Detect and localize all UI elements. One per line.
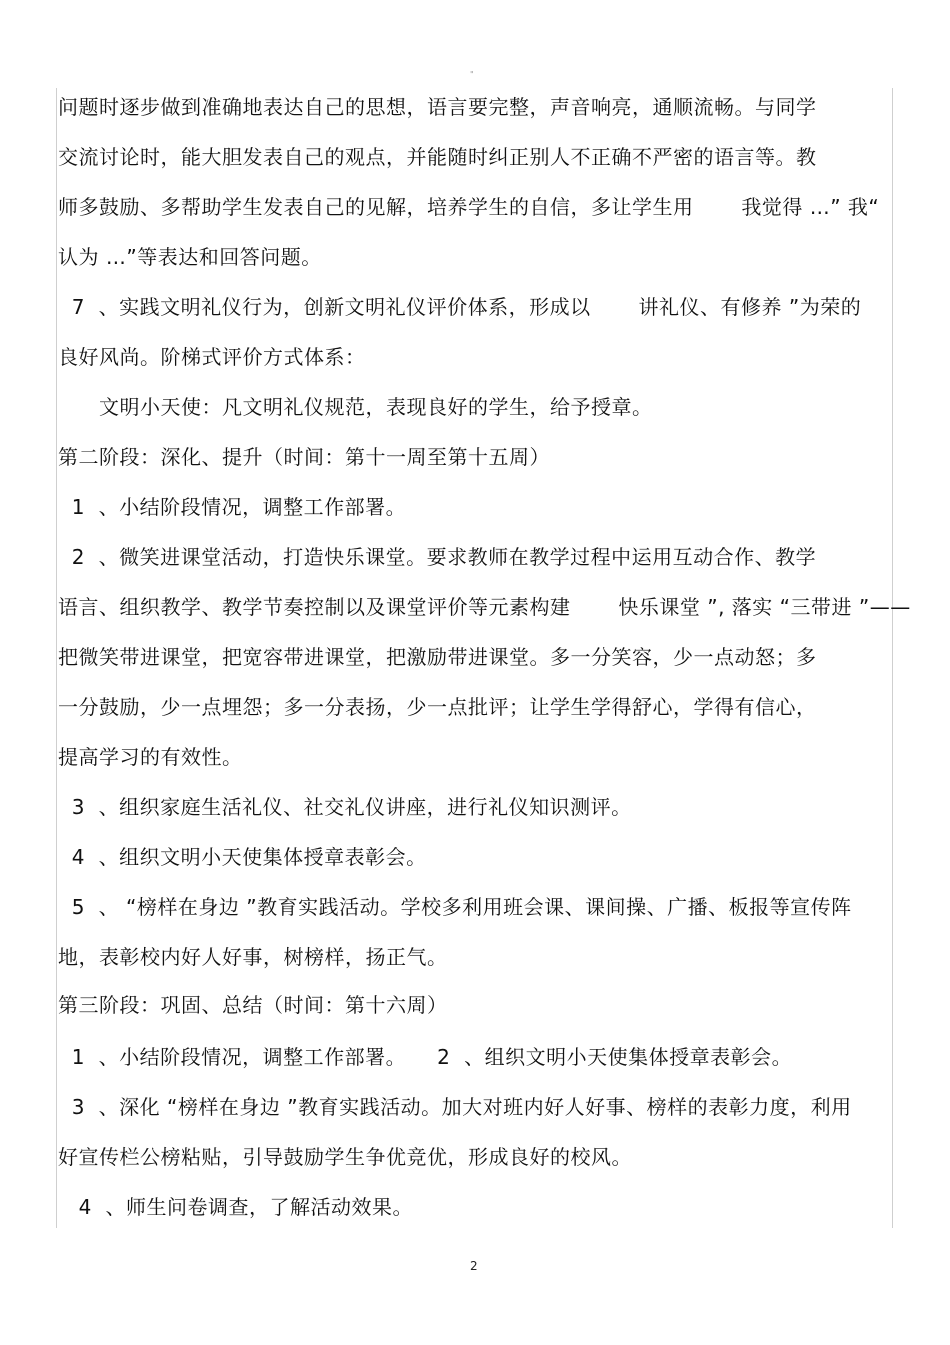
text-line: 1 、小结阶段情况，调整工作部署。 2 、组织文明小天使集体授章表彰会。	[58, 1045, 793, 1069]
text-line: 5 、 “榜样在身边 ”教育实践活动。学校多利用班会课、课间操、广播、板报等宣传阵	[58, 895, 852, 919]
header-mark: "	[470, 70, 474, 79]
text-line: 地，表彰校内好人好事，树榜样，扬正气。	[58, 945, 448, 969]
text-line: 师多鼓励、多帮助学生发表自己的见解，培养学生的自信，多让学生用 我觉得 …” 我“	[58, 195, 880, 219]
page-border-left	[56, 88, 57, 1228]
page-border-right	[892, 88, 893, 1228]
text-line: 交流讨论时，能大胆发表自己的观点，并能随时纠正别人不正确不严密的语言等。教	[58, 145, 817, 169]
text-line: 4 、组织文明小天使集体授章表彰会。	[58, 845, 427, 869]
text-line: 4 、师生问卷调查，了解活动效果。	[58, 1195, 414, 1219]
section-heading: 第三阶段：巩固、总结（时间：第十六周）	[58, 993, 448, 1017]
text-line: 1 、小结阶段情况，调整工作部署。	[58, 495, 407, 519]
text-line: 文明小天使：凡文明礼仪规范，表现良好的学生，给予授章。	[58, 395, 653, 419]
text-line: 良好风尚。阶梯式评价方式体系：	[58, 345, 366, 369]
text-line: 语言、组织教学、教学节奏控制以及课堂评价等元素构建 快乐课堂 ”, 落实 “三带进 ”——	[58, 595, 911, 619]
text-line: 好宣传栏公榜粘贴，引导鼓励学生争优竞优，形成良好的校风。	[58, 1145, 632, 1169]
text-line: 一分鼓励，少一点埋怨；多一分表扬，少一点批评；让学生学得舒心，学得有信心，	[58, 695, 817, 719]
text-line: 认为 …”等表达和回答问题。	[58, 245, 322, 269]
page-number: 2	[470, 1259, 478, 1273]
text-line: 问题时逐步做到准确地表达自己的思想，语言要完整，声音响亮，通顺流畅。与同学	[58, 95, 817, 119]
text-line: 把微笑带进课堂，把宽容带进课堂，把激励带进课堂。多一分笑容，少一点动怒；多	[58, 645, 817, 669]
text-line: 2 、微笑进课堂活动，打造快乐课堂。要求教师在教学过程中运用互动合作、教学	[58, 545, 817, 569]
section-heading: 第二阶段：深化、提升（时间：第十一周至第十五周）	[58, 445, 550, 469]
text-line: 3 、组织家庭生活礼仪、社交礼仪讲座，进行礼仪知识测评。	[58, 795, 632, 819]
text-line: 7 、实践文明礼仪行为，创新文明礼仪评价体系，形成以 讲礼仪、有修养 ”为荣的	[58, 295, 862, 319]
text-line: 3 、深化 “榜样在身边 ”教育实践活动。加大对班内好人好事、榜样的表彰力度，利用	[58, 1095, 852, 1119]
text-line: 提高学习的有效性。	[58, 745, 243, 769]
